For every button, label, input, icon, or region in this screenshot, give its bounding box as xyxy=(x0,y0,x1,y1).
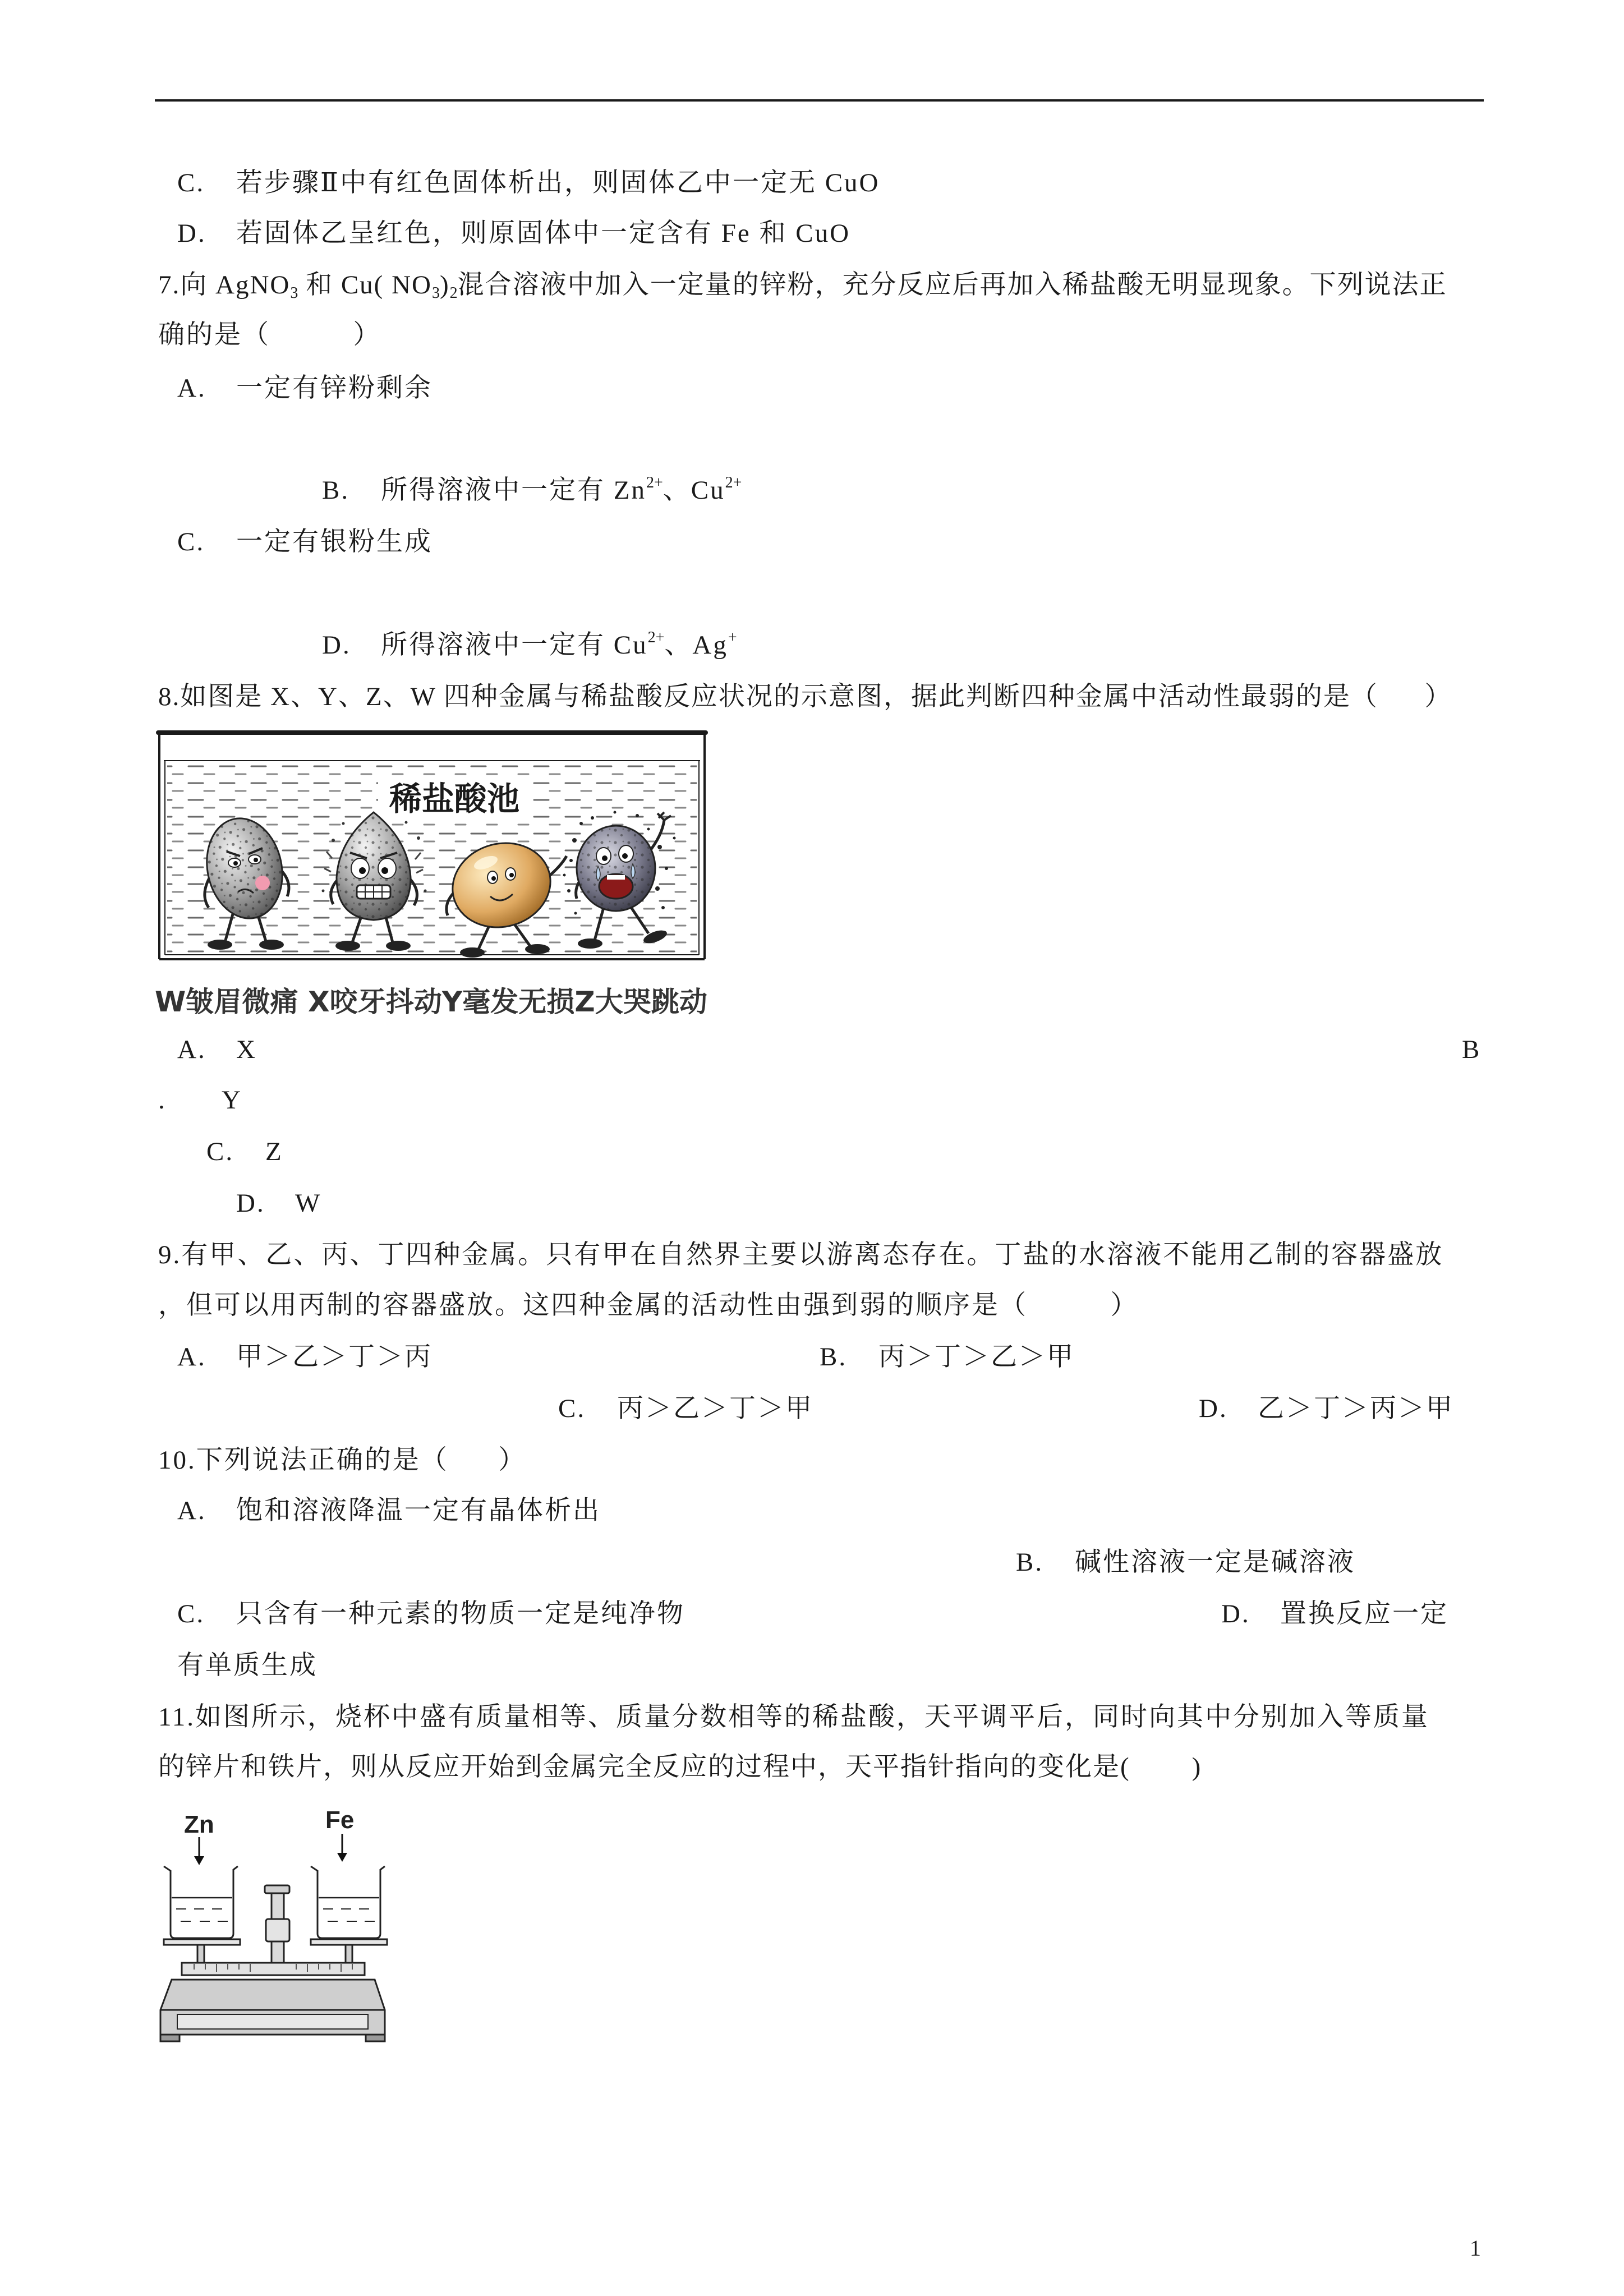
option-label: D. xyxy=(1199,1394,1228,1423)
q6-option-c xyxy=(177,167,880,199)
option-label: B. xyxy=(820,1342,848,1372)
q7-option-c xyxy=(177,526,433,558)
subscript: 3 xyxy=(431,284,440,302)
fe-label: Fe xyxy=(325,1806,355,1834)
q7-stem-part: 混合溶液中加入一定量的锌粉，充分反应后再加入稀盐酸无明显现象。下列说法正 xyxy=(457,270,1447,300)
option-label: C. xyxy=(558,1394,586,1423)
option-label: C. xyxy=(177,1599,205,1628)
subscript: 2 xyxy=(449,284,458,302)
q10-option-d-continuation: 有单质生成 xyxy=(177,1651,318,1680)
option-text: 乙＞丁＞丙＞甲 xyxy=(1258,1394,1454,1423)
option-label: D. xyxy=(177,219,206,248)
q9-option-b xyxy=(820,1341,1075,1373)
option-text: 、Cu xyxy=(663,476,725,505)
q11-stem-line1: 11.如图所示，烧杯中盛有质量相等、质量分数相等的稀盐酸，天平调平后，同时向其中分别加入等质量 xyxy=(158,1703,1430,1732)
q9-option-a xyxy=(177,1341,433,1373)
q8-option-a xyxy=(177,1034,257,1065)
right-beaker xyxy=(311,1866,385,1938)
subscript: 3 xyxy=(290,284,298,302)
option-text: 碱性溶液一定是碱溶液 xyxy=(1075,1548,1355,1577)
q8-figure-acid-pool xyxy=(155,728,709,1019)
q10-option-b xyxy=(1016,1547,1355,1578)
option-text: 一定有锌粉剩余 xyxy=(236,374,433,403)
arrow-down-icon xyxy=(194,1837,204,1865)
q9-stem-line2: ，但可以用丙制的容器盛放。这四种金属的活动性由强到弱的顺序是（ ） xyxy=(158,1291,1139,1320)
q7-stem-part: 和 Cu( NO xyxy=(298,270,432,300)
q9-option-c xyxy=(558,1393,813,1424)
q9-option-d xyxy=(1199,1393,1454,1424)
arrow-down-icon xyxy=(337,1834,347,1862)
q7-option-b xyxy=(322,475,742,506)
option-text: 饱和溶液降温一定有晶体析出 xyxy=(236,1496,601,1525)
option-label: . xyxy=(158,1085,167,1115)
zn-label: Zn xyxy=(184,1811,214,1838)
q10-option-a xyxy=(177,1495,601,1526)
superscript: 2+ xyxy=(647,629,665,646)
option-label: B. xyxy=(322,476,350,505)
option-label: B. xyxy=(1016,1548,1044,1577)
option-text: 甲＞乙＞丁＞丙 xyxy=(236,1342,433,1372)
option-text: Y xyxy=(222,1085,242,1115)
q11-stem-line2: 的锌片和铁片，则从反应开始到金属完全反应的过程中，天平指针指向的变化是( ) xyxy=(158,1752,1202,1782)
q11-figure-balance xyxy=(155,1801,391,2045)
option-label: D. xyxy=(236,1189,265,1218)
option-label: C. xyxy=(206,1137,234,1166)
left-beaker xyxy=(164,1866,238,1938)
q6-option-d xyxy=(177,218,850,249)
option-label: C. xyxy=(177,527,205,556)
superscript: 2+ xyxy=(646,474,663,491)
q9-stem-line1: 9.有甲、乙、丙、丁四种金属。只有甲在自然界主要以游离态存在。丁盐的水溶液不能用乙制的容器盛放 xyxy=(158,1240,1444,1269)
option-label: A. xyxy=(177,1342,206,1372)
q10-option-d xyxy=(1221,1598,1448,1630)
figure-caption: W皱眉微痛 X咬牙抖动Y毫发无损Z大哭跳动 xyxy=(155,986,707,1018)
option-text: X xyxy=(236,1035,257,1064)
q7-stem-line2: 确的是（ ） xyxy=(158,320,381,349)
q8-option-b xyxy=(158,1084,242,1116)
q8-option-b-label: B xyxy=(1462,1035,1482,1064)
option-text: Z xyxy=(265,1137,283,1166)
pool-label: 稀盐酸池 xyxy=(389,780,520,818)
option-text: 只含有一种元素的物质一定是纯净物 xyxy=(236,1599,685,1628)
option-text: 若固体乙呈红色，则原固体中一定含有 Fe 和 CuO xyxy=(236,219,851,248)
option-text: 置换反应一定 xyxy=(1280,1599,1448,1628)
q7-stem-part: ) xyxy=(439,270,450,300)
superscript: 2+ xyxy=(725,474,742,491)
option-text: 一定有银粉生成 xyxy=(236,527,433,556)
option-label: A. xyxy=(177,374,206,403)
q7-stem-part: 7.向 AgNO xyxy=(158,270,291,300)
option-text: 、Ag xyxy=(664,631,728,660)
q8-option-c xyxy=(206,1136,283,1167)
option-text: 丙＞丁＞乙＞甲 xyxy=(878,1342,1075,1372)
superscript: + xyxy=(728,629,737,646)
option-text: W xyxy=(295,1189,322,1218)
q10-option-c xyxy=(177,1598,685,1630)
header-rule xyxy=(155,99,1484,102)
option-text: 丙＞乙＞丁＞甲 xyxy=(617,1394,813,1423)
option-text: 所得溶液中一定有 Cu xyxy=(381,631,648,660)
page-number: 1 xyxy=(1470,2235,1481,2261)
q7-option-d xyxy=(322,629,737,661)
option-label: D. xyxy=(322,631,351,660)
q7-stem-line1 xyxy=(158,269,1447,301)
option-text: 所得溶液中一定有 Zn xyxy=(381,476,646,505)
option-label: C. xyxy=(177,168,205,197)
option-text: 若步骤Ⅱ中有红色固体析出，则固体乙中一定无 CuO xyxy=(236,168,880,197)
q8-stem: 8.如图是 X、Y、Z、W 四种金属与稀盐酸反应状况的示意图，据此判断四种金属中活动性最弱的是（ ） xyxy=(158,682,1452,711)
option-label: A. xyxy=(177,1496,206,1525)
option-label: A. xyxy=(177,1035,206,1064)
option-label: D. xyxy=(1221,1599,1250,1628)
q7-option-a xyxy=(177,372,433,404)
q8-option-d xyxy=(236,1188,321,1219)
q10-stem: 10.下列说法正确的是（ ） xyxy=(158,1446,527,1475)
